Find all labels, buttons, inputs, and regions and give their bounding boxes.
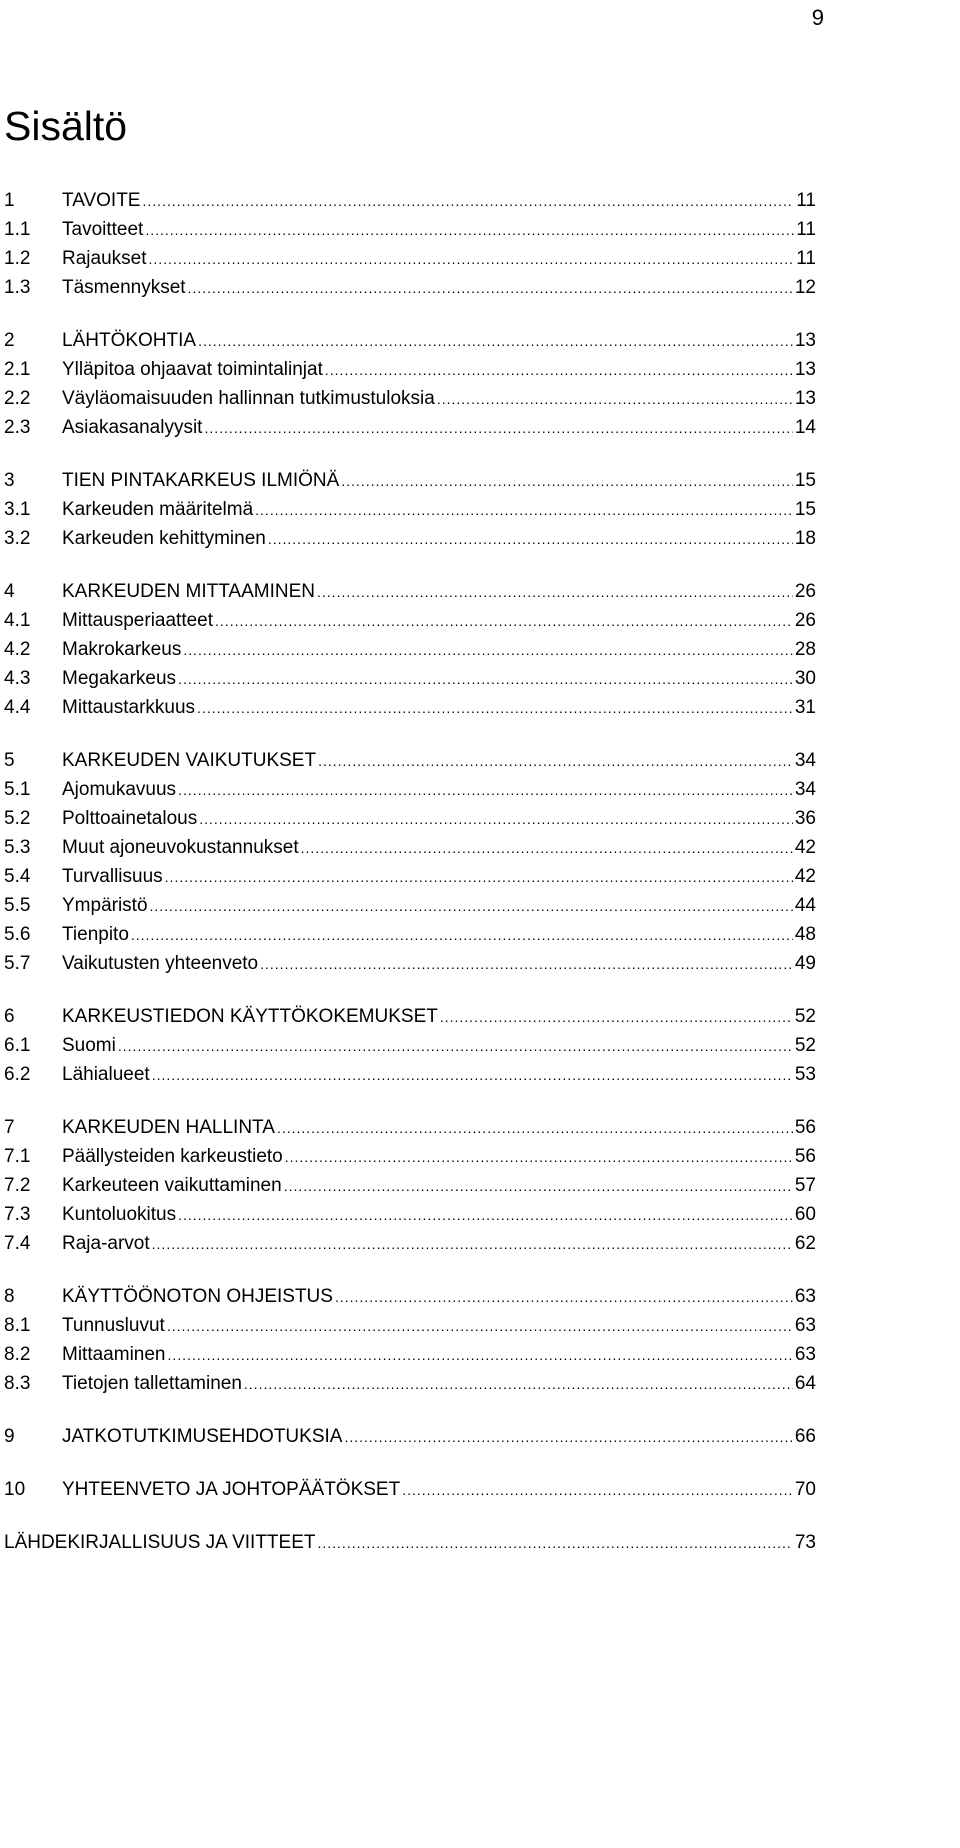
toc-entry-page: 13 (794, 388, 816, 409)
dot-leader (150, 892, 793, 921)
toc-entry-page: 42 (794, 837, 816, 858)
toc-entry-label: Makrokarkeus (62, 639, 182, 660)
dot-leader (402, 1476, 793, 1505)
toc-entry-label: Tavoitteet (62, 219, 144, 240)
toc-entry-number: 5.7 (4, 953, 31, 974)
toc-entry-number: 1.1 (4, 219, 31, 240)
toc-entry-page: 26 (794, 581, 816, 602)
toc-entry-number: 4.1 (4, 610, 31, 631)
toc-entry[interactable] (4, 862, 816, 891)
toc-entry-label: Mittaaminen (62, 1344, 166, 1365)
toc-entry[interactable] (4, 775, 816, 804)
toc-entry-number: 7.1 (4, 1146, 31, 1167)
toc-entry-page: 15 (794, 499, 816, 520)
toc-entry-label: Karkeuteen vaikuttaminen (62, 1175, 282, 1196)
toc-entry-page: 15 (794, 470, 816, 491)
toc-entry-number: 1.3 (4, 277, 31, 298)
toc-entry[interactable] (4, 664, 816, 693)
toc-entry-label: KARKEUDEN MITTAAMINEN (62, 581, 316, 602)
toc-section (4, 186, 816, 302)
toc-entry-page: 56 (794, 1117, 816, 1138)
toc-entry-label: Karkeuden kehittyminen (62, 528, 266, 549)
toc-entry[interactable] (4, 1113, 816, 1142)
dot-leader (301, 834, 793, 863)
toc-entry-label: Tietojen tallettaminen (62, 1373, 242, 1394)
toc-entry-label: KARKEUSTIEDON KÄYTTÖKOKEMUKSET (62, 1006, 438, 1027)
toc-entry[interactable] (4, 1002, 816, 1031)
toc-entry-label: Lähialueet (62, 1064, 150, 1085)
toc-entry-number: 7.2 (4, 1175, 31, 1196)
toc-entry-page: 11 (796, 219, 816, 240)
toc-entry-number: 6.1 (4, 1035, 31, 1056)
toc-entry-page: 31 (794, 697, 816, 718)
toc-entry-number: 4 (4, 581, 15, 602)
toc-entry-page: 70 (794, 1479, 816, 1500)
dot-leader (285, 1143, 793, 1172)
toc-entry-page: 56 (794, 1146, 816, 1167)
toc-entry-label: Vaikutusten yhteenveto (62, 953, 259, 974)
toc-entry[interactable] (4, 355, 816, 384)
toc-entry[interactable] (4, 1171, 816, 1200)
toc-entry-label: Tunnusluvut (62, 1315, 165, 1336)
toc-entry-number: 4.3 (4, 668, 31, 689)
dot-leader (197, 694, 793, 723)
toc-entry-label: Kuntoluokitus (62, 1204, 177, 1225)
toc-entry[interactable] (4, 1340, 816, 1369)
toc-entry-number: 10 (4, 1479, 26, 1500)
page-title: Sisältö (4, 103, 128, 149)
toc-entry-label: Muut ajoneuvokustannukset (62, 837, 299, 858)
toc-entry-label: KÄYTTÖÖNOTON OHJEISTUS (62, 1286, 333, 1307)
toc-entry-page: 57 (794, 1175, 816, 1196)
toc-entry-label: Ympäristö (62, 895, 148, 916)
dot-leader (178, 1201, 793, 1230)
dot-leader (152, 1061, 793, 1090)
dot-leader (167, 1312, 793, 1341)
page-number: 9 (811, 5, 824, 30)
toc-section (4, 1422, 816, 1451)
toc-entry[interactable] (4, 1528, 816, 1557)
toc-entry-number: 5.6 (4, 924, 31, 945)
toc-entry-label: Karkeuden määritelmä (62, 499, 254, 520)
toc-entry[interactable] (4, 949, 816, 978)
toc-entry-number: 6 (4, 1006, 15, 1027)
toc-entry-number: 5.5 (4, 895, 31, 916)
toc-entry[interactable] (4, 384, 816, 413)
toc-section (4, 1002, 816, 1089)
toc-entry-page: 42 (794, 866, 816, 887)
toc-entry-label: YHTEENVETO JA JOHTOPÄÄTÖKSET (62, 1479, 401, 1500)
toc-entry[interactable] (4, 413, 816, 442)
toc-entry[interactable] (4, 1311, 816, 1340)
toc-entry-label: Mittaustarkkuus (62, 697, 196, 718)
toc-entry[interactable] (4, 635, 816, 664)
toc-entry-page: 26 (794, 610, 816, 631)
toc-entry[interactable] (4, 693, 816, 722)
dot-leader (145, 216, 794, 245)
toc-entry-label: Ajomukavuus (62, 779, 177, 800)
toc-entry-number: 5.4 (4, 866, 31, 887)
toc-entry-label: Asiakasanalyysit (62, 417, 203, 438)
toc-entry[interactable] (4, 273, 816, 302)
dot-leader (149, 245, 795, 274)
toc-entry[interactable] (4, 1422, 816, 1451)
dot-leader (335, 1283, 793, 1312)
toc-entry-number: 2.3 (4, 417, 31, 438)
toc-entry-number: 8.2 (4, 1344, 31, 1365)
dot-leader (277, 1114, 793, 1143)
toc-section (4, 1282, 816, 1398)
toc-entry-number: 1.2 (4, 248, 31, 269)
toc-entry[interactable] (4, 466, 816, 495)
toc-entry[interactable] (4, 326, 816, 355)
dot-leader (199, 805, 793, 834)
dot-leader (268, 525, 793, 554)
toc-entry-page: 63 (794, 1286, 816, 1307)
toc-entry-number: 3.1 (4, 499, 31, 520)
toc-entry-number: 6.2 (4, 1064, 31, 1085)
dot-leader (168, 1341, 793, 1370)
dot-leader (165, 863, 793, 892)
toc-entry[interactable] (4, 1060, 816, 1089)
toc-entry[interactable] (4, 920, 816, 949)
toc-entry-page: 13 (794, 359, 816, 380)
dot-leader (284, 1172, 793, 1201)
toc-entry[interactable] (4, 1031, 816, 1060)
toc-entry-label: Ylläpitoa ohjaavat toimintalinjat (62, 359, 323, 380)
dot-leader (325, 356, 793, 385)
toc-entry-number: 5.2 (4, 808, 31, 829)
dot-leader (344, 1423, 792, 1452)
toc-entry-label: Megakarkeus (62, 668, 177, 689)
toc-entry-number: 7 (4, 1117, 15, 1138)
toc-entry-page: 18 (794, 528, 816, 549)
table-of-contents (4, 186, 816, 1557)
toc-entry-number: 7.3 (4, 1204, 31, 1225)
toc-entry-number: 8.1 (4, 1315, 31, 1336)
toc-entry[interactable] (4, 833, 816, 862)
toc-entry-number: 3 (4, 470, 15, 491)
dot-leader (440, 1003, 793, 1032)
toc-section (4, 746, 816, 978)
dot-leader (341, 467, 793, 496)
toc-entry[interactable] (4, 891, 816, 920)
toc-entry-label: Väyläomaisuuden hallinnan tutkimustuloksia (62, 388, 435, 409)
toc-entry-number: 2 (4, 330, 15, 351)
toc-entry-page: 34 (794, 750, 816, 771)
toc-entry-number: 5.3 (4, 837, 31, 858)
toc-entry-label: KARKEUDEN VAIKUTUKSET (62, 750, 317, 771)
dot-leader (178, 665, 793, 694)
toc-entry-page: 14 (794, 417, 816, 438)
dot-leader (198, 327, 793, 356)
toc-entry-number: 7.4 (4, 1233, 31, 1254)
toc-entry-number: 2.2 (4, 388, 31, 409)
toc-entry[interactable] (4, 186, 816, 215)
toc-entry-label: TAVOITE (62, 190, 141, 211)
dot-leader (215, 607, 793, 636)
toc-entry-page: 44 (794, 895, 816, 916)
toc-entry-label: Turvallisuus (62, 866, 163, 887)
toc-entry[interactable] (4, 577, 816, 606)
toc-entry[interactable] (4, 1282, 816, 1311)
toc-entry[interactable] (4, 1142, 816, 1171)
dot-leader (244, 1370, 793, 1399)
toc-section (4, 466, 816, 553)
toc-entry-page: 49 (794, 953, 816, 974)
dot-leader (142, 187, 794, 216)
toc-entry-page: 64 (794, 1373, 816, 1394)
toc-entry[interactable] (4, 804, 816, 833)
toc-entry-page: 30 (794, 668, 816, 689)
toc-entry-page: 52 (794, 1006, 816, 1027)
dot-leader (188, 274, 793, 303)
toc-entry-number: 4.2 (4, 639, 31, 660)
toc-entry-page: 36 (794, 808, 816, 829)
toc-entry-label: Päällysteiden karkeustieto (62, 1146, 283, 1167)
toc-entry-page: 52 (794, 1035, 816, 1056)
toc-entry-number: 5.1 (4, 779, 31, 800)
toc-entry-label: LÄHDEKIRJALLISUUS JA VIITTEET (4, 1532, 316, 1553)
toc-entry-page: 66 (794, 1426, 816, 1447)
toc-section (4, 326, 816, 442)
dot-leader (318, 747, 793, 776)
toc-entry-label: Polttoainetalous (62, 808, 198, 829)
toc-entry-page: 53 (794, 1064, 816, 1085)
toc-entry-label: JATKOTUTKIMUSEHDOTUKSIA (62, 1426, 343, 1447)
dot-leader (152, 1230, 793, 1259)
toc-entry[interactable] (4, 1369, 816, 1398)
toc-entry-page: 62 (794, 1233, 816, 1254)
dot-leader (118, 1032, 793, 1061)
toc-entry-page: 28 (794, 639, 816, 660)
dot-leader (437, 385, 793, 414)
toc-entry-label: Tienpito (62, 924, 129, 945)
toc-entry-number: 4.4 (4, 697, 31, 718)
toc-section (4, 577, 816, 722)
toc-entry-number: 9 (4, 1426, 15, 1447)
dot-leader (317, 1529, 792, 1558)
toc-entry-page: 63 (794, 1344, 816, 1365)
toc-entry-label: TIEN PINTAKARKEUS ILMIÖNÄ (62, 470, 340, 491)
toc-entry-label: KARKEUDEN HALLINTA (62, 1117, 275, 1138)
toc-entry-number: 1 (4, 190, 15, 211)
toc-entry-number: 8 (4, 1286, 15, 1307)
toc-entry[interactable] (4, 746, 816, 775)
toc-entry-label: Täsmennykset (62, 277, 186, 298)
toc-entry-label: Suomi (62, 1035, 116, 1056)
toc-entry-number: 2.1 (4, 359, 31, 380)
toc-entry-label: Raja-arvot (62, 1233, 150, 1254)
toc-entry[interactable] (4, 1229, 816, 1258)
toc-entry-page: 48 (794, 924, 816, 945)
toc-entry[interactable] (4, 1200, 816, 1229)
toc-entry-number: 8.3 (4, 1373, 31, 1394)
toc-entry-page: 13 (794, 330, 816, 351)
toc-section (4, 1528, 816, 1557)
toc-section (4, 1475, 816, 1504)
toc-entry-label: Mittausperiaatteet (62, 610, 214, 631)
toc-entry-page: 73 (794, 1532, 816, 1553)
dot-leader (183, 636, 793, 665)
dot-leader (255, 496, 793, 525)
toc-entry-page: 60 (794, 1204, 816, 1225)
toc-entry-page: 63 (794, 1315, 816, 1336)
toc-entry-label: LÄHTÖKOHTIA (62, 330, 197, 351)
toc-entry-label: Rajaukset (62, 248, 147, 269)
toc-entry-page: 11 (796, 248, 816, 269)
toc-entry[interactable] (4, 244, 816, 273)
toc-entry[interactable] (4, 215, 816, 244)
dot-leader (178, 776, 793, 805)
toc-entry[interactable] (4, 524, 816, 553)
toc-entry-page: 12 (794, 277, 816, 298)
toc-section (4, 1113, 816, 1258)
dot-leader (204, 414, 792, 443)
dot-leader (260, 950, 793, 979)
toc-entry[interactable] (4, 495, 816, 524)
toc-entry-number: 5 (4, 750, 15, 771)
toc-entry-page: 11 (796, 190, 816, 211)
dot-leader (131, 921, 793, 950)
toc-entry[interactable] (4, 1475, 816, 1504)
toc-entry-number: 3.2 (4, 528, 31, 549)
toc-entry[interactable] (4, 606, 816, 635)
toc-entry-page: 34 (794, 779, 816, 800)
dot-leader (317, 578, 793, 607)
